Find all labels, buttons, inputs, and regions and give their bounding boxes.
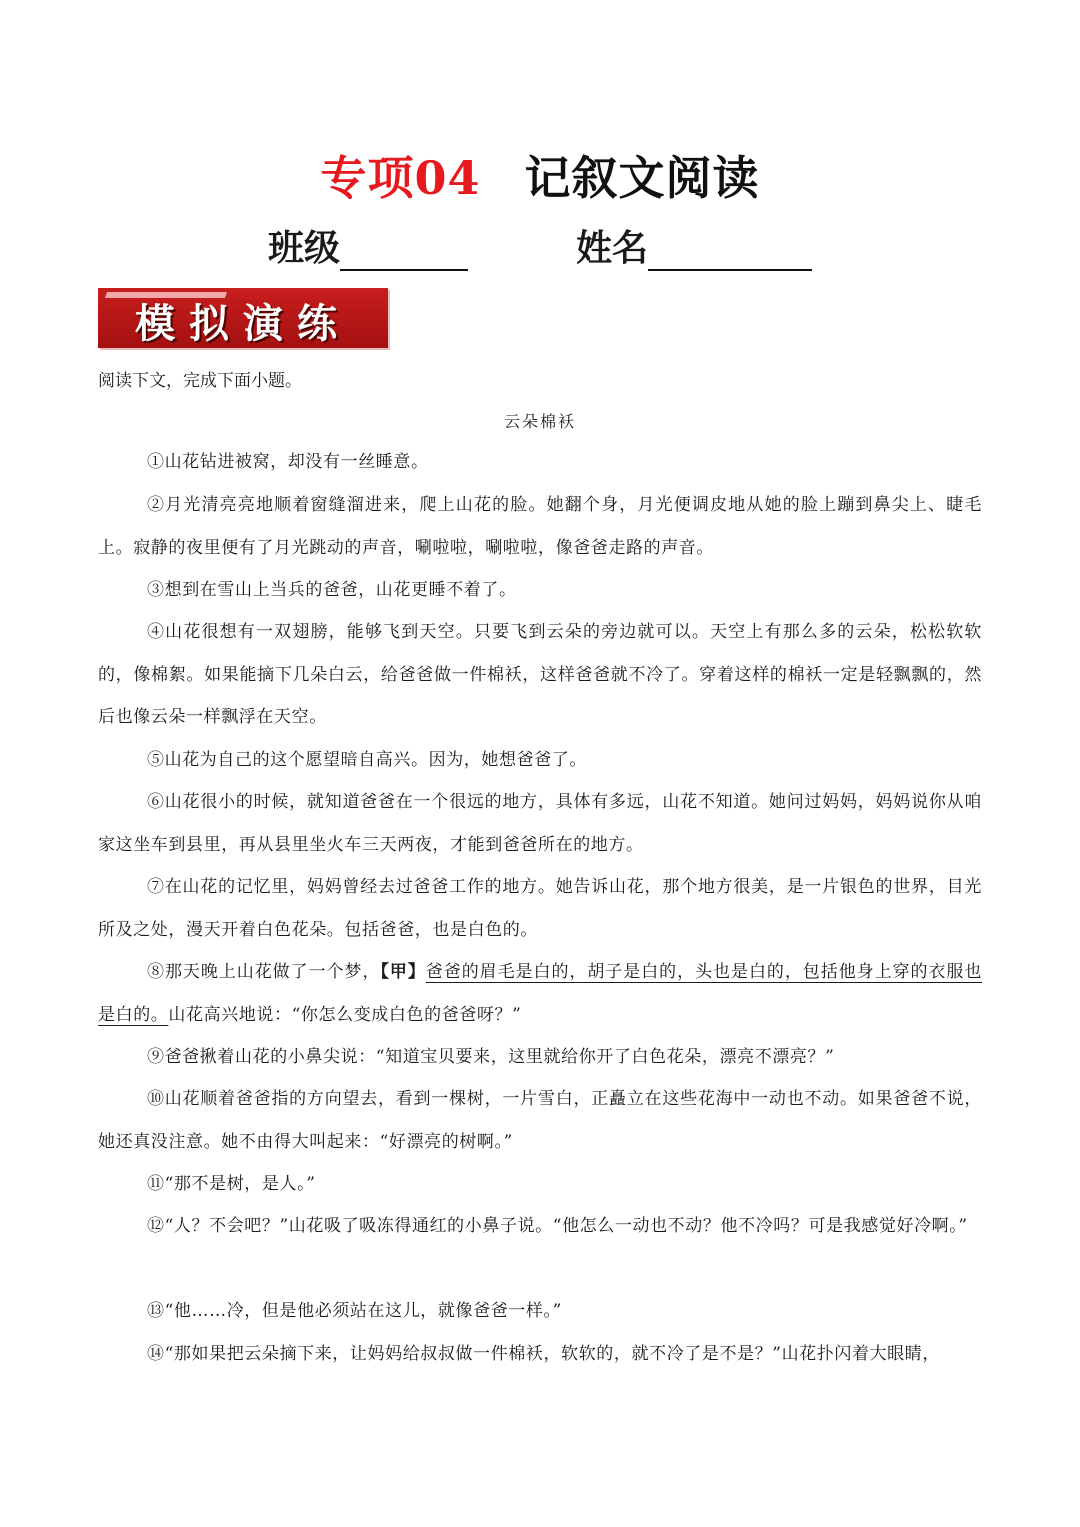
paragraph-9: ⑨爸爸揪着山花的小鼻尖说：“知道宝贝要来，这里就给你开了白色花朵，漂亮不漂亮？” <box>147 1047 835 1067</box>
section-banner <box>98 288 388 348</box>
paragraph-3: ③想到在雪山上当兵的爸爸，山花更睡不着了。 <box>147 580 517 600</box>
name-label: 姓名 <box>576 227 649 269</box>
reading-instruction: 阅读下文，完成下面小题。 <box>98 371 302 391</box>
paragraph-5: ⑤山花为自己的这个愿望暗自高兴。因为，她想爸爸了。 <box>147 750 587 770</box>
paragraph-12: ⑫“人？不会吧？”山花吸了吸冻得通红的小鼻子说。“他怎么一动也不动？他不冷吗？可是我感觉好冷啊。” <box>147 1216 968 1236</box>
banner-text: 模拟演练 <box>135 301 351 347</box>
paragraph-13: ⑬“他……冷，但是他必须站在这儿，就像爸爸一样。” <box>147 1301 562 1321</box>
paragraph-8 <box>98 951 982 1036</box>
student-info-row <box>0 220 1080 271</box>
class-blank <box>340 235 468 271</box>
class-label: 班级 <box>267 227 340 269</box>
title-topic-name: 记叙文阅读 <box>524 151 760 205</box>
title-topic-number: 专项04 <box>320 151 481 205</box>
paragraph-14: ⑭“那如果把云朵摘下来，让妈妈给叔叔做一件棉袄，软软的，就不冷了是不是？”山花扑闪着大眼睛， <box>147 1344 940 1364</box>
paragraph-2: ②月光清亮亮地顺着窗缝溜进来，爬上山花的脸。她翻个身，月光便调皮地从她的脸上蹦到鼻尖上、睫毛上。寂静的夜里便有了月光跳动的声音，唰啦啦，唰啦啦，像爸爸走路的声音。 <box>98 495 982 558</box>
story-title: 云朵棉袄 <box>503 412 576 431</box>
page-title <box>0 142 1080 208</box>
paragraph-4: ④山花很想有一双翅膀，能够飞到天空。只要飞到云朵的旁边就可以。天空上有那么多的云朵，松松软软的，像棉絮。如果能摘下几朵白云，给爸爸做一件棉袄，这样爸爸就不冷了。穿着这样的棉袄一定是轻飘飘的，然后也像云朵一样飘浮在天空。 <box>98 622 982 727</box>
name-blank <box>648 235 812 271</box>
underlined-sentence: 爸爸的眉毛是白的，胡子是白的，头也是白的，包括他身上穿的衣服也是白的。 <box>98 962 982 1025</box>
blank-marker-jia: 【甲】 <box>380 962 426 982</box>
paragraph-8-tail: 山花高兴地说：“你怎么变成白色的爸爸呀？” <box>168 1004 522 1025</box>
paragraph-11: ⑪“那不是树，是人。” <box>147 1174 316 1194</box>
paragraph-6: ⑥山花很小的时候，就知道爸爸在一个很远的地方，具体有多远，山花不知道。她问过妈妈，妈妈说你从咱家这坐车到县里，再从县里坐火车三天两夜，才能到爸爸所在的地方。 <box>98 792 982 855</box>
paragraph-1: ①山花钻进被窝，却没有一丝睡意。 <box>147 452 429 472</box>
paragraph-8-lead: ⑧那天晚上山花做了一个梦， <box>147 962 381 982</box>
paragraph-10: ⑩山花顺着爸爸指的方向望去，看到一棵树，一片雪白，正矗立在这些花海中一动也不动。如果爸爸不说，她还真没注意。她不由得大叫起来：“好漂亮的树啊。” <box>98 1089 982 1152</box>
paragraph-7: ⑦在山花的记忆里，妈妈曾经去过爸爸工作的地方。她告诉山花，那个地方很美，是一片银色的世界，目光所及之处，漫天开着白色花朵。包括爸爸，也是白色的。 <box>98 877 982 940</box>
